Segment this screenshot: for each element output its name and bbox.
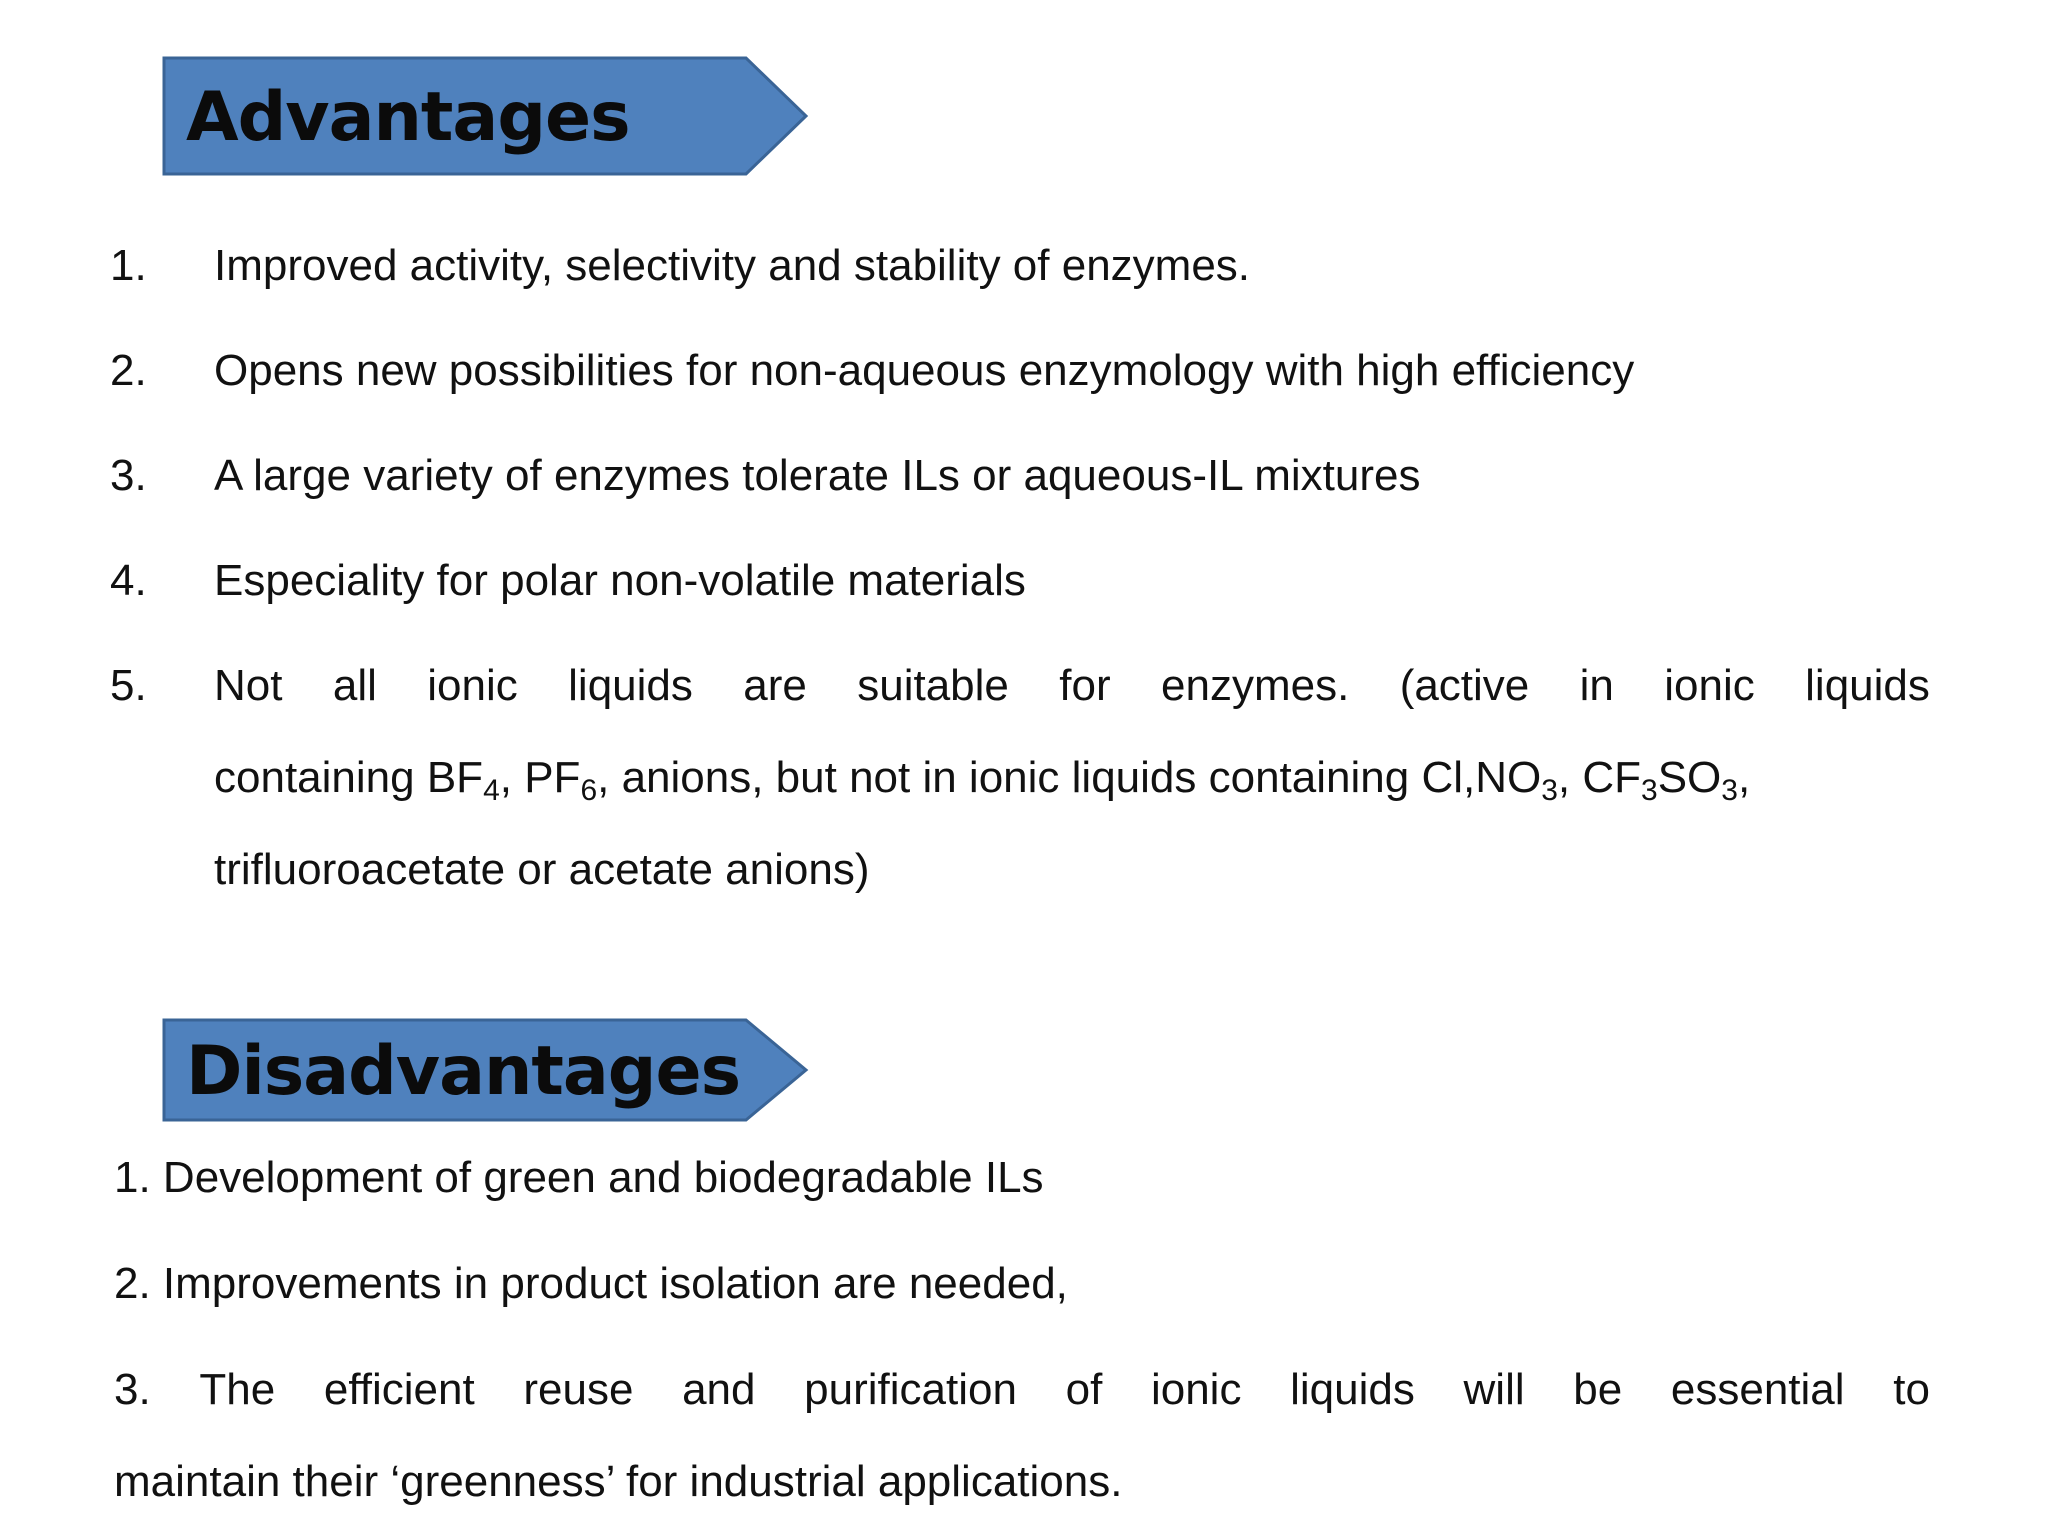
item-text: Especiality for polar non-volatile materials [214,556,1026,605]
word: liquids [1290,1365,1415,1414]
word: of [1065,1365,1103,1414]
item-text: 2. Improvements in product isolation are needed, [114,1259,1068,1308]
item-text-with-subscripts: containing $BF_4$, $PF_6$, anions, but not in ionic liquids containing $Cl,NO_3$, $CF_3SO_3$, [214,753,1751,807]
item-number: 2. [110,346,147,395]
word: for [1059,661,1111,710]
item-text-justified [114,1364,1930,1416]
word: The [199,1365,276,1414]
word: ionic [427,661,518,710]
advantages-heading: Advantages [186,78,630,157]
word: 3. [114,1365,151,1414]
item-number: 1. [110,241,147,290]
item-text: Opens new possibilities for non-aqueous enzymology with high efficiency [214,346,1635,395]
advantages-banner [162,56,810,176]
word: to [1893,1365,1930,1414]
word: efficient [323,1365,475,1414]
word: be [1573,1365,1623,1414]
word: are [743,661,807,710]
word: and [682,1365,756,1414]
item-number: 5. [110,661,147,710]
item-number: 3. [110,451,147,500]
word: ionic [1664,661,1755,710]
item-text: trifluoroacetate or acetate anions) [214,845,870,894]
item-text: maintain their ‘greenness’ for industrial applications. [114,1457,1123,1506]
disadvantages-heading: Disadvantages [186,1032,741,1111]
item-text-justified [214,660,1930,712]
item-text: A large variety of enzymes tolerate ILs or aqueous-IL mixtures [214,451,1421,500]
word: Not [214,661,283,710]
word: in [1579,661,1614,710]
disadvantages-banner [162,1018,810,1122]
word: purification [804,1365,1017,1414]
word: liquids [568,661,693,710]
item-text: 1. Development of green and biodegradable ILs [114,1153,1044,1202]
word: all [332,661,377,710]
word: reuse [523,1365,634,1414]
word: suitable [857,661,1009,710]
item-number: 4. [110,556,147,605]
item-text: Improved activity, selectivity and stability of enzymes. [214,241,1251,290]
word: liquids [1805,661,1930,710]
word: ionic [1150,1365,1242,1414]
word: essential [1670,1365,1845,1414]
word: will [1463,1365,1525,1414]
word: enzymes. [1161,661,1350,710]
word: (active [1399,661,1530,710]
